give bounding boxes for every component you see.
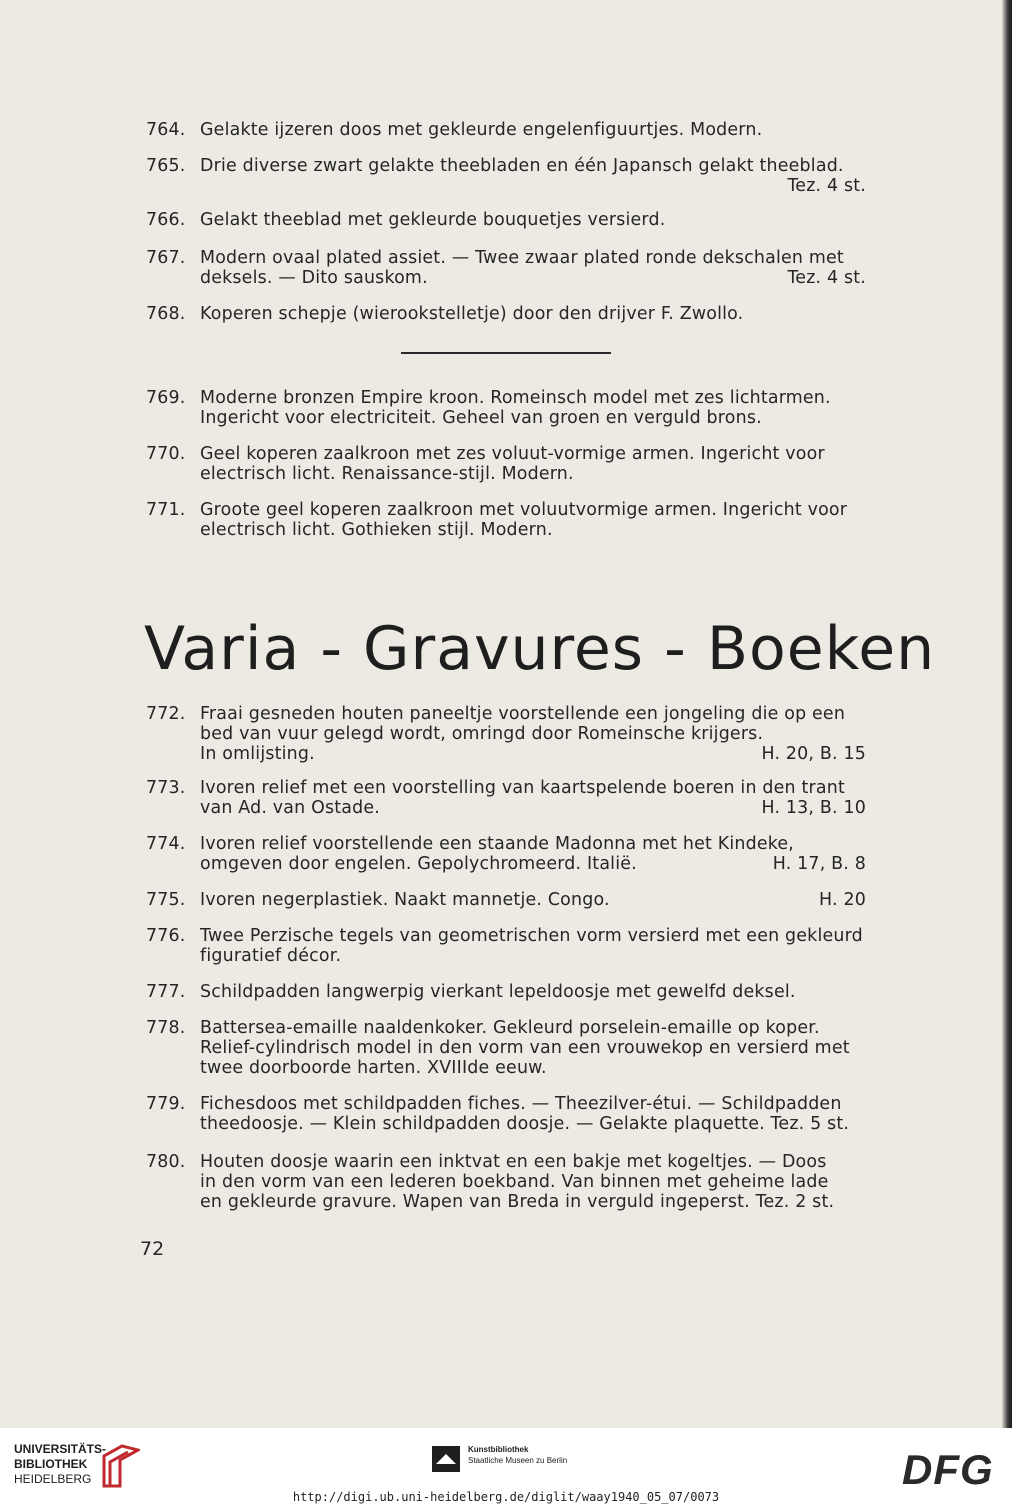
entry-number: 777. xyxy=(146,982,186,1002)
entry-number: 769. xyxy=(146,388,186,408)
entry-number: 764. xyxy=(146,120,186,140)
catalogue-entry xyxy=(146,926,866,966)
entry-number: 778. xyxy=(146,1018,186,1038)
entry-line: Relief-cylindrisch model in den vorm van een vrouwekop en versierd met xyxy=(200,1038,850,1058)
entry-line: en gekleurde gravure. Wapen van Breda in verguld ingeperst. Tez. 2 st. xyxy=(200,1192,835,1212)
entry-number: 780. xyxy=(146,1152,186,1172)
entry-number: 773. xyxy=(146,778,186,798)
entry-dimensions: H. 17, B. 8 xyxy=(772,854,866,874)
entry-description xyxy=(200,444,866,484)
entry-line: twee doorboorde harten. XVIIIde eeuw. xyxy=(200,1058,547,1078)
entry-dimensions: Tez. 4 st. xyxy=(787,176,866,196)
catalogue-entry xyxy=(146,388,866,428)
entry-description xyxy=(200,1152,866,1212)
catalogue-entry xyxy=(146,704,866,764)
entry-description xyxy=(200,834,866,874)
entry-line: Geel koperen zaalkroon met zes voluut-vormige armen. Ingericht voor xyxy=(200,444,825,464)
entry-number: 775. xyxy=(146,890,186,910)
entry-description xyxy=(200,388,866,428)
entry-line: Gelakt theeblad met gekleurde bouquetjes versierd. xyxy=(200,210,666,230)
section-heading: Varia - Gravures - Boeken xyxy=(144,614,936,684)
catalogue-entry xyxy=(146,1018,866,1078)
entry-description xyxy=(200,304,866,324)
entry-number: 771. xyxy=(146,500,186,520)
entry-number: 765. xyxy=(146,156,186,176)
entry-line: figuratief décor. xyxy=(200,946,342,966)
catalogue-entry xyxy=(146,444,866,484)
entry-line: Fichesdoos met schildpadden fiches. — Theezilver-étui. — Schildpadden xyxy=(200,1094,842,1114)
catalogue-entry xyxy=(146,156,866,196)
entry-line-text: omgeven door engelen. Gepolychromeerd. Italië. xyxy=(200,854,637,874)
entry-description xyxy=(200,500,866,540)
entry-line: Twee Perzische tegels van geometrischen vorm versierd met een gekleurd xyxy=(200,926,863,946)
university-library-mark-icon xyxy=(100,1442,140,1490)
entry-number: 766. xyxy=(146,210,186,230)
entry-description xyxy=(200,926,866,966)
catalogue-entry xyxy=(146,834,866,874)
entry-line: Ivoren relief met een voorstelling van kaartspelende boeren in den trant xyxy=(200,778,845,798)
entry-line: in den vorm van een lederen boekband. Van binnen met geheime lade xyxy=(200,1172,829,1192)
catalogue-entry xyxy=(146,1152,866,1212)
entry-line: electrisch licht. Renaissance-stijl. Modern. xyxy=(200,464,574,484)
entry-dimensions: H. 20, B. 15 xyxy=(761,744,866,764)
entry-number: 772. xyxy=(146,704,186,724)
entry-number: 776. xyxy=(146,926,186,946)
entry-line xyxy=(200,798,866,818)
entry-dimensions: H. 20 xyxy=(819,890,866,910)
catalogue-entry xyxy=(146,1094,866,1134)
entry-line: Groote geel koperen zaalkroon met voluutvormige armen. Ingericht voor xyxy=(200,500,848,520)
entry-line: Koperen schepje (wierookstelletje) door den drijver F. Zwollo. xyxy=(200,304,744,324)
entry-description xyxy=(200,248,866,288)
kunstbibliothek-mark-icon xyxy=(432,1446,460,1472)
entry-line: Ivoren relief voorstellende een staande Madonna met het Kindeke, xyxy=(200,834,795,854)
catalogue-entry xyxy=(146,304,866,324)
entry-number: 767. xyxy=(146,248,186,268)
entry-description xyxy=(200,778,866,818)
catalogue-entry xyxy=(146,500,866,540)
entry-line: electrisch licht. Gothieken stijl. Modern. xyxy=(200,520,553,540)
entry-description xyxy=(200,890,866,910)
entry-description xyxy=(200,704,866,764)
entry-dimensions: Tez. 4 st. xyxy=(787,268,866,288)
entry-line: Moderne bronzen Empire kroon. Romeinsch model met zes lichtarmen. xyxy=(200,388,831,408)
entry-line xyxy=(200,268,866,288)
entry-dimensions: H. 13, B. 10 xyxy=(761,798,866,818)
entry-line xyxy=(200,744,866,764)
section-divider xyxy=(401,352,611,354)
catalogue-entry xyxy=(146,890,866,910)
entry-line-text: van Ad. van Ostade. xyxy=(200,798,380,818)
catalogue-entry xyxy=(146,248,866,288)
entry-description xyxy=(200,1018,866,1078)
entry-description xyxy=(200,210,866,230)
page-number: 72 xyxy=(140,1238,165,1260)
catalogue-entry xyxy=(146,120,866,140)
entry-number: 779. xyxy=(146,1094,186,1114)
entry-line: Ingericht voor electriciteit. Geheel van groen en verguld brons. xyxy=(200,408,762,428)
entry-line-text: In omlijsting. xyxy=(200,744,315,764)
entry-number: 770. xyxy=(146,444,186,464)
entry-line: Schildpadden langwerpig vierkant lepeldoosje met gewelfd deksel. xyxy=(200,982,796,1002)
entry-line-text: deksels. — Dito sauskom. xyxy=(200,268,428,288)
entry-line xyxy=(200,890,866,910)
entry-description xyxy=(200,982,866,1002)
viewer-footer xyxy=(0,1428,1012,1507)
catalogue-entry xyxy=(146,778,866,818)
entry-description xyxy=(200,1094,866,1134)
entry-line xyxy=(200,854,866,874)
entry-line: bed van vuur gelegd wordt, omringd door Romeinsche krijgers. xyxy=(200,724,764,744)
entry-line: theedoosje. — Klein schildpadden doosje. — Gelakte plaquette. Tez. 5 st. xyxy=(200,1114,850,1134)
entry-number: 774. xyxy=(146,834,186,854)
entry-line: Fraai gesneden houten paneeltje voorstellende een jongeling die op een xyxy=(200,704,846,724)
catalogue-entry xyxy=(146,210,866,230)
entry-line: Battersea-emaille naaldenkoker. Gekleurd porselein-emaille op koper. xyxy=(200,1018,820,1038)
book-edge xyxy=(1002,0,1012,1428)
page-url[interactable]: http://digi.ub.uni-heidelberg.de/diglit/waay1940_05_07/0073 xyxy=(292,1490,720,1504)
entry-description xyxy=(200,156,866,196)
entry-line: Drie diverse zwart gelakte theebladen en één Japansch gelakt theeblad. xyxy=(200,156,844,176)
kunstbibliothek-name: Kunstbibliothek Staatliche Museen zu Berlin xyxy=(468,1445,568,1465)
university-library-name: UNIVERSITÄTS- BIBLIOTHEK HEIDELBERG xyxy=(14,1442,107,1486)
entry-line: Modern ovaal plated assiet. — Twee zwaar plated ronde dekschalen met xyxy=(200,248,844,268)
entry-line-text: Ivoren negerplastiek. Naakt mannetje. Congo. xyxy=(200,890,610,910)
catalogue-entry xyxy=(146,982,866,1002)
entry-description xyxy=(200,120,866,140)
entry-line: Houten doosje waarin een inktvat en een bakje met kogeltjes. — Doos xyxy=(200,1152,827,1172)
entry-number: 768. xyxy=(146,304,186,324)
entry-line: Gelakte ijzeren doos met gekleurde engelenfiguurtjes. Modern. xyxy=(200,120,763,140)
dfg-logo[interactable]: DFG xyxy=(902,1446,994,1493)
